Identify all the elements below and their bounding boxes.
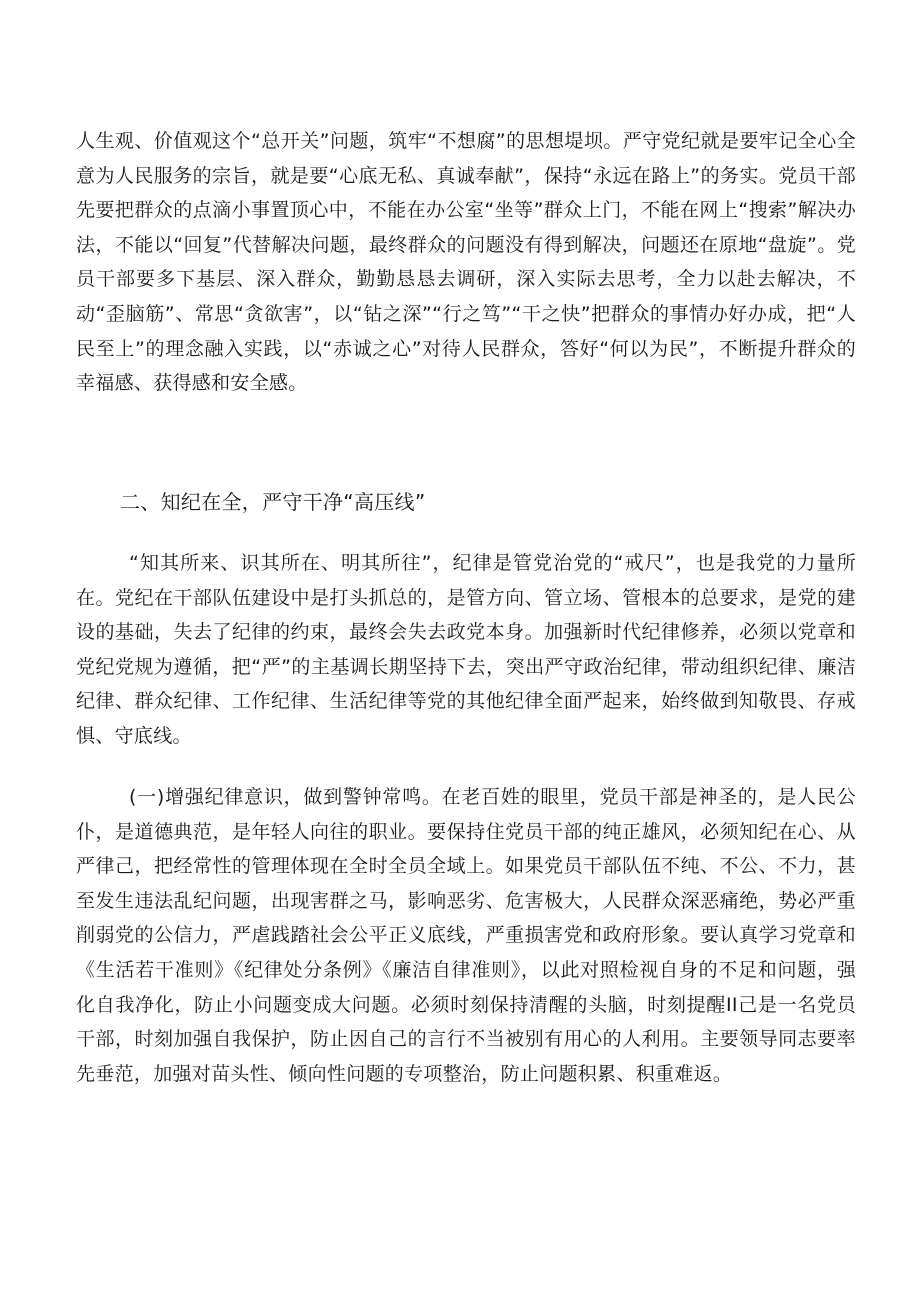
section-heading-2: 二、知纪在全，严守干净“高压线” [120,490,426,514]
body-paragraph-2: “知其所来、识其所在、明其所往”，纪律是管党治党的“戒尺”，也是我党的力量所在。党纪在干部队伍建设中是打头抓总的，是管方向、管立场、管根本的总要求，是党的建设的基础，失去了纪律的约束，最终会失去政党本身。加强新时代纪律修养，必须以党章和党纪党规为遵循，把“严”的主基调长期坚持下去，突出严守政治纪律，带动组织纪律、廉洁纪律、群众纪律、工作纪律、生活纪律等党的其他纪律全面严起来，始终做到知敬畏、存戒惧、守底线。 [76,552,856,747]
body-paragraph-3: (一)增强纪律意识，做到警钟常鸣。在老百姓的眼里，党员干部是神圣的，是人民公仆，是道德典范，是年轻人向往的职业。要保持住党员干部的纯正雄风，必须知纪在心、从严律己，把经常性的管理体现在全时全员全域上。如果党员干部队伍不纯、不公、不力，甚至发生违法乱纪问题，出现害群之马，影响恶劣、危害极大，人民群众深恶痛绝，势必严重削弱党的公信力，严虐践踏社会公平正义底线，严重损害党和政府形象。要认真学习党章和《生活若干准则》《纪律处分条例》《廉洁自律准则》，以此对照检视自身的不足和问题，强化自我净化，防止小问题变成大问题。必须时刻保持清醒的头脑，时刻提醒II己是一名党员干部，时刻加强自我保护，防止因自己的言行不当被别有用心的人利用。主要领导同志要率先垂范，加强对苗头性、倾向性问题的专项整治，防止问题积累、积重难返。 [76,786,856,1085]
body-paragraph-1: 人生观、价值观这个“总开关”问题，筑牢“不想腐”的思想堤坝。严守党纪就是要牢记全心全意为人民服务的宗旨，就是要“心底无私、真诚奉献”，保持“永远在路上”的务实。党员干部先要把群众的点滴小事置顶心中，不能在办公室“坐等”群众上门，不能在网上“搜索”解决办法，不能以“回复”代替解决问题，最终群众的问题没有得到解决，问题还在原地“盘旋”。党员干部要多下基层、深入群众，勤勤恳恳去调研，深入实际去思考，全力以赴去解决，不动“歪脑筋”、常思“贪欲害”，以“钻之深”“行之笃”“干之快”把群众的事情办好办成，把“人民至上”的理念融入实践，以“赤诚之心”对待人民群众，答好“何以为民”，不断提升群众的幸福感、获得感和安全感。 [76,130,856,395]
